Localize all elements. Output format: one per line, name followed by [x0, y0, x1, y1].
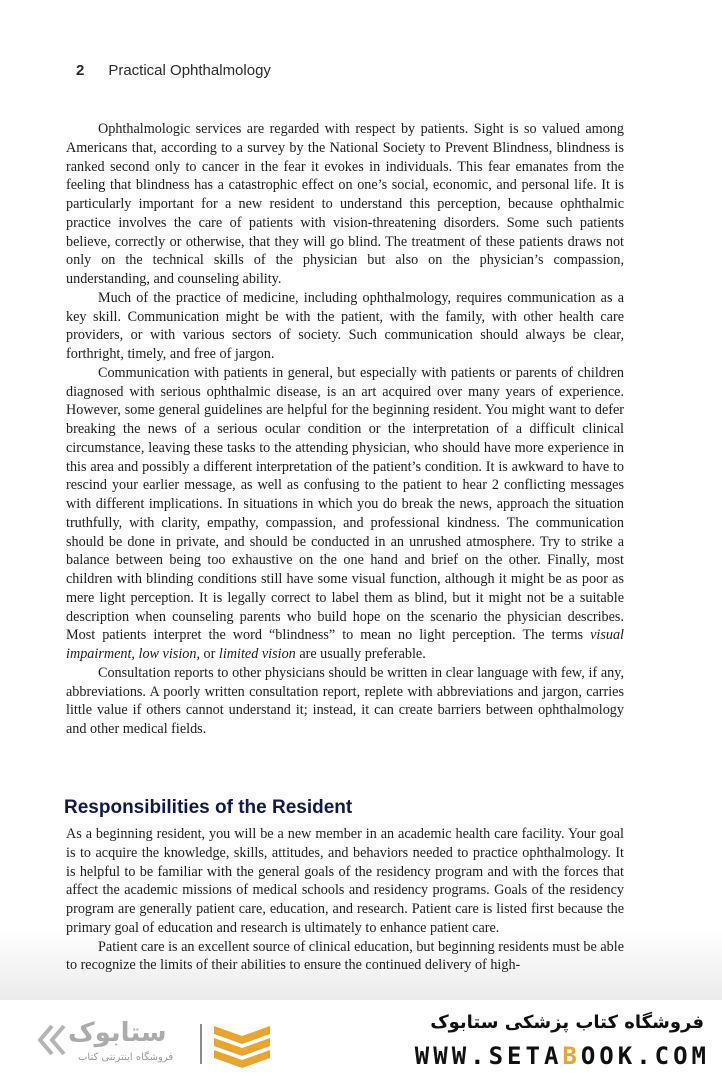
logo-divider — [200, 1024, 202, 1064]
paragraph: Patient care is an excellent source of clinical education, but beginning residents must be able to recognize the limits of their abilities to ensure the continued delivery of high- — [66, 938, 624, 974]
paragraph: Much of the practice of medicine, including ophthalmology, requires communication as a key skill. Communication might be with the patient, with the family, with other health care providers, or with various sectors of society. Such communication should always be clear, forthright, timely, and free of jargon. — [66, 289, 624, 362]
paragraph: Communication with patients in general, but especially with patients or parents of children diagnosed with serious ophthalmic disease, is an art acquired over many years of experience. However, some general guidelines are helpful for the beginning resident. You might want to defer breaking the news of a serious ocular condition or the interpretation of a difficult clinical circumstance, leaving these tasks to the attending physician, who should have more experience in this area and possibly a different interpretation of the patient’s condition. It is awkward to have to rescind your earlier message, as well as confusing to the patient to hear 2 conflicting messages with different implications. In situations in which you do break the news, approach the situation truthfully, with clarity, empathy, compassion, and professional kindness. The communication should be done in private, and should be conducted in an unrushed atmosphere. Try to strike a balance between being too exhaustive on the one hand and brief on the other. Finally, most children with blinding conditions still have some visual function, although it might be as poor as mere light perception. It is legally correct to label them as blind, but it might not be a suitable description when counseling parents who build hope on the scenario the physician describes. Most patients interpret the word “blindness” to mean no light perception. The terms visual impairment, low vision, or limited vision are usually preferable. — [66, 364, 624, 662]
section-text-block — [66, 825, 624, 975]
logo-subtitle: فروشگاه اینترنتی کتاب — [78, 1052, 174, 1063]
running-title: Practical Ophthalmology — [108, 62, 271, 79]
paragraph: Ophthalmologic services are regarded with respect by patients. Sight is so valued among Americans that, according to a survey by the National Society to Prevent Blindness, blindness is ranked second only to cancer in the fear it evokes in individuals. This fear emanates from the feeling that blindness has a catastrophic effect on one’s social, economic, and personal life. It is particularly important for a new resident to understand this perception, because ophthalmic practice involves the care of patients with vision-threatening disorders. Some such patients believe, correctly or otherwise, that they will go blind. The treatment of these patients draws not only on the technical skills of the physician but also on the physician’s compassion, understanding, and counseling ability. — [66, 121, 624, 287]
store-name: فروشگاه کتاب پزشکی ستابوک — [430, 1012, 704, 1033]
store-url: WWW.SETABOOK.COM — [414, 1042, 710, 1070]
section-heading: Responsibilities of the Resident — [64, 797, 353, 818]
page-number: 2 — [76, 62, 85, 79]
italic-term: visual impairment, low vision, — [66, 627, 624, 662]
running-header — [76, 62, 271, 79]
logo-wordmark: ستابوک — [68, 1018, 167, 1048]
watermark-footer — [0, 1000, 722, 1080]
paragraph: Consultation reports to other physicians should be written in clear language with few, if any, abbreviations. A poorly written consultation report, replete with abbreviations and jargon, carries little value if others cannot understand it; instead, it can create barriers between ophthalmology and other medical fields. — [66, 664, 624, 737]
italic-term: limited vision — [218, 646, 296, 662]
double-chevron-left-icon — [38, 1020, 68, 1060]
intro-text-block — [66, 120, 624, 739]
paragraph: As a beginning resident, you will be a new member in an academic health care facility. Your goal is to acquire the knowledge, skills, attitudes, and behaviors needed to practice ophthalmology. It is helpful to be familiar with the general goals of the residency program and with the forces that affect the academic missions of medical schools and residency programs. Goals of the residency program are generally patient care, education, and research. Patient care is listed first because the primary goal of education and research is ultimately to enhance patient care. — [66, 826, 624, 936]
store-logo — [38, 1020, 273, 1068]
stacked-chevrons-icon — [210, 1022, 274, 1068]
